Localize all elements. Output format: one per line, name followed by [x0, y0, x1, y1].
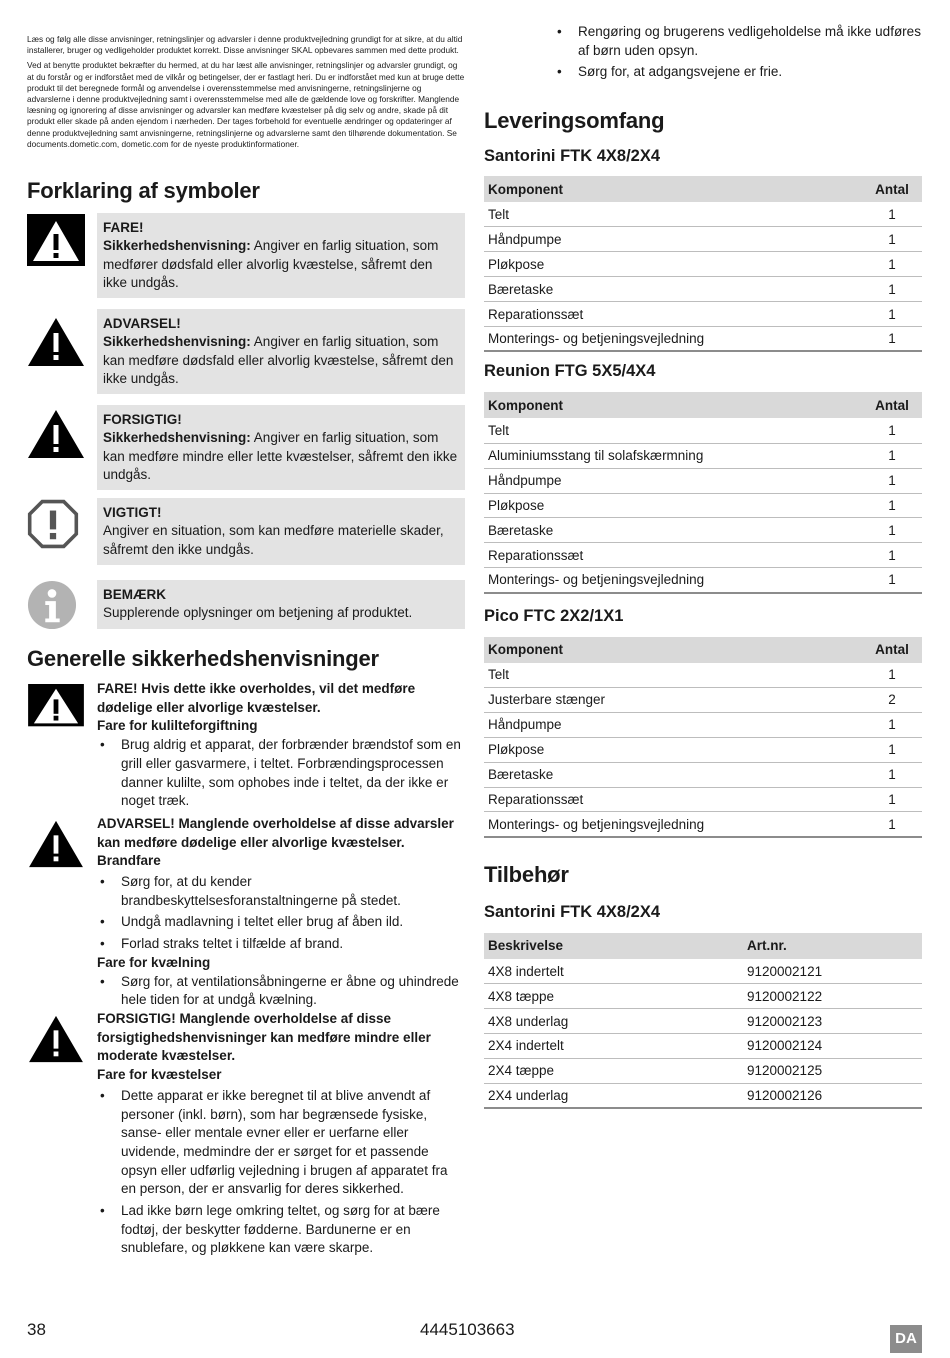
delivery-heading: Leveringsomfang: [484, 108, 665, 133]
accessories-table: [484, 933, 922, 1109]
intro-text: [27, 34, 465, 150]
safety-warning-block: [27, 815, 465, 1010]
accessories-heading: Tilbehør: [484, 861, 569, 887]
cell-artnr: 9120002123: [743, 1009, 922, 1034]
symbol-text: Supplerende oplysninger om betjening af produktet.: [103, 605, 413, 621]
warning-title: ADVARSEL! Manglende overholdelse af disse advarsler kan medføre dødelige eller alvorlige kvæstelser.: [97, 815, 454, 850]
table-row: [484, 712, 922, 737]
symbol-title: FORSIGTIG!: [103, 412, 182, 428]
table-row: [484, 959, 922, 984]
safety-heading: Generelle sikkerhedshenvisninger: [27, 646, 379, 672]
table-row: [484, 687, 922, 712]
cell-component: Bæretaske: [484, 277, 862, 302]
symbol-box-danger: [97, 213, 465, 298]
cell-qty: 1: [862, 518, 922, 543]
intro-paragraph-2: Ved at benytte produktet bekræfter du hermed, at du har læst alle anvisninger, retningslinjer og advarsler grundigt, og at du forstår og er indforstået med de vilkår og betingelser, der er fastlagt heri. Du er indforstået med kun at bruge dette produkt til det beregnede formål og anvendelse i overensstemmelse med anvisningerne, retningslinjerne og advarslerne i denne produktvejledning samt i overensstemmelse med alle de gældende love og forskrifter. Manglende læsning og ignorering af disse anvisninger og advarsler kan medføre kvæstelser på dig selv og andre, skade på dit produkt eller skade på anden ejendom i nærheden. Der tages forbehold for eventuelle ændringer og opdateringer af denne produktvejledning samt anvisningerne, retningslinjerne og advarslerne samt den tilhørende dokumentation. Se documents.dometic.com, dometic.com for de nyeste produktinformationer.: [27, 60, 465, 149]
symbol-text: Angiver en farlig situation, som kan medføre mindre eller lette kvæstelser, såfremt den ikke undgås.: [103, 430, 458, 482]
table-row: [484, 252, 922, 277]
danger-subheading: Fare for kulilteforgiftning: [97, 718, 258, 734]
table-row: [484, 326, 922, 351]
accessories-group-title: Santorini FTK 4X8/2X4: [484, 902, 661, 921]
cell-component: Bæretaske: [484, 518, 862, 543]
cell-description: 2X4 tæppe: [484, 1058, 743, 1083]
cell-artnr: 9120002125: [743, 1058, 922, 1083]
warning-subheading-suffocation: Fare for kvælning: [97, 954, 211, 970]
cell-component: Håndpumpe: [484, 468, 862, 493]
symbol-box-note: [97, 580, 465, 629]
cell-component: Monterings- og betjeningsvejledning: [484, 326, 862, 351]
cell-component: Bæretaske: [484, 762, 862, 787]
cell-component: Aluminiumsstang til solafskærmning: [484, 443, 862, 468]
warning-bullet: • Sørg for, at du kender brandbeskyttelsesforanstaltningerne på stedet.: [97, 873, 465, 910]
table-row: [484, 1083, 922, 1108]
symbol-title: BEMÆRK: [103, 587, 166, 603]
symbol-title: FARE!: [103, 220, 144, 236]
table-row: [484, 663, 922, 688]
table-row: [484, 227, 922, 252]
symbol-box-warning: [97, 309, 465, 394]
table-row: [484, 277, 922, 302]
cell-component: Reparationssæt: [484, 543, 862, 568]
column-header-qty: Antal: [862, 176, 922, 202]
right-column: [484, 22, 922, 1109]
cell-qty: 1: [862, 443, 922, 468]
symbol-title: VIGTIGT!: [103, 505, 162, 521]
cell-component: Pløkpose: [484, 493, 862, 518]
cell-artnr: 9120002121: [743, 959, 922, 984]
language-badge: DA: [890, 1325, 922, 1353]
cell-artnr: 9120002126: [743, 1083, 922, 1108]
delivery-table: [484, 637, 922, 838]
document-number: 4445103663: [420, 1320, 515, 1339]
cell-component: Pløkpose: [484, 252, 862, 277]
intro-paragraph-1: Læs og følg alle disse anvisninger, retningslinjer og advarsler i denne produktvejledning grundigt for at sikre, at du altid installerer, bruger og vedligeholder produktet korrekt. Disse anvisninger SKAL opbevares sammen med dette produkt.: [27, 34, 463, 56]
symbol-label: Sikkerhedshenvisning:: [103, 238, 251, 254]
symbol-text: Angiver en farlig situation, som kan medføre dødsfald eller alvorlig kvæstelse, såfremt den ikke undgås.: [103, 334, 454, 386]
cell-qty: 1: [862, 812, 922, 837]
table-row: [484, 737, 922, 762]
caution-subheading: Fare for kvæstelser: [97, 1067, 222, 1083]
symbol-text: Angiver en situation, som kan medføre materielle skader, såfremt den ikke undgås.: [103, 523, 444, 557]
cell-component: Pløkpose: [484, 737, 862, 762]
cell-artnr: 9120002124: [743, 1033, 922, 1058]
cell-component: Reparationssæt: [484, 302, 862, 327]
symbol-title: ADVARSEL!: [103, 316, 181, 332]
table-row: [484, 518, 922, 543]
column-header-description: Beskrivelse: [484, 933, 743, 959]
cell-component: Monterings- og betjeningsvejledning: [484, 812, 862, 837]
cell-description: 2X4 underlag: [484, 1083, 743, 1108]
caution-bullet: • Lad ikke børn lege omkring teltet, og sørg for at bære fodtøj, der beskytter fødderne. Bardunerne er en snublefare, og pløkkene kan være skarpe.: [97, 1202, 465, 1258]
table-header-row: [484, 176, 922, 202]
cell-component: Håndpumpe: [484, 712, 862, 737]
table-header-row: [484, 933, 922, 959]
table-header-row: [484, 392, 922, 418]
left-column: [27, 34, 465, 1258]
column-header-qty: Antal: [862, 392, 922, 418]
symbols-list: [27, 213, 465, 632]
cell-component: Telt: [484, 202, 862, 227]
table-row: [484, 1058, 922, 1083]
table-row: [484, 1033, 922, 1058]
symbol-text: Angiver en farlig situation, som medfører dødsfald eller alvorlig kvæstelse, såfremt den ikke undgås.: [103, 238, 439, 290]
cell-qty: 1: [862, 202, 922, 227]
safety-caution-block: [27, 1010, 465, 1258]
cell-qty: 1: [862, 568, 922, 593]
symbol-row-caution: [27, 405, 465, 484]
right-top-bullets: [554, 22, 924, 81]
cell-component: Håndpumpe: [484, 227, 862, 252]
cell-qty: 1: [862, 712, 922, 737]
cell-qty: 1: [862, 762, 922, 787]
cell-description: 2X4 indertelt: [484, 1033, 743, 1058]
table-row: [484, 762, 922, 787]
danger-title: FARE! Hvis dette ikke overholdes, vil det medføre dødelige eller alvorlige kvæstelser.: [97, 681, 416, 715]
right-bullet: • Rengøring og brugerens vedligeholdelse må ikke udføres af børn uden opsyn.: [554, 22, 924, 60]
delivery-group-title: Pico FTC 2X2/1X1: [484, 606, 624, 625]
caution-title: FORSIGTIG! Manglende overholdelse af disse forsigtighedshenvisninger kan medføre mindre eller moderate kvæstelser.: [97, 1010, 431, 1064]
cell-description: 4X8 underlag: [484, 1009, 743, 1034]
warning-triangle-icon: [27, 1014, 85, 1064]
cell-component: Reparationssæt: [484, 787, 862, 812]
cell-description: 4X8 tæppe: [484, 984, 743, 1009]
table-row: [484, 202, 922, 227]
info-circle-icon: [27, 580, 77, 630]
warning-triangle-icon: [27, 213, 85, 267]
table-row: [484, 543, 922, 568]
octagon-exclamation-icon: [27, 498, 79, 550]
warning-triangle-icon: [27, 315, 85, 369]
cell-component: Justerbare stænger: [484, 687, 862, 712]
warning-bullet: • Undgå madlavning i teltet eller brug af åben ild.: [97, 913, 465, 932]
cell-artnr: 9120002122: [743, 984, 922, 1009]
cell-qty: 1: [862, 326, 922, 351]
cell-qty: 1: [862, 787, 922, 812]
cell-qty: 1: [862, 252, 922, 277]
warning-triangle-icon: [27, 407, 85, 461]
table-row: [484, 787, 922, 812]
cell-qty: 1: [862, 302, 922, 327]
page-number: 38: [27, 1320, 46, 1339]
column-header-qty: Antal: [862, 637, 922, 663]
warning-bullet: • Forlad straks teltet i tilfælde af brand.: [97, 935, 465, 954]
table-row: [484, 468, 922, 493]
table-header-row: [484, 637, 922, 663]
symbol-row-danger: [27, 213, 465, 295]
table-row: [484, 302, 922, 327]
delivery-table: [484, 176, 922, 352]
cell-qty: 1: [862, 663, 922, 688]
column-header-artnr: Art.nr.: [743, 933, 922, 959]
table-row: [484, 1009, 922, 1034]
warning-subheading-fire: Brandfare: [97, 853, 161, 869]
danger-bullet: • Brug aldrig et apparat, der forbrænder brændstof som en grill eller gasvarmere, i teltet. Forbrændingsprocessen danner kulilte, som ophobes inde i teltet, da der ikke er noget træk.: [97, 736, 465, 811]
symbol-label: Sikkerhedshenvisning:: [103, 430, 251, 446]
column-header-component: Komponent: [484, 392, 862, 418]
cell-component: Telt: [484, 663, 862, 688]
safety-danger-block: [27, 680, 465, 811]
symbol-box-important: [97, 498, 465, 565]
symbols-heading: Forklaring af symboler: [27, 178, 260, 204]
warning-bullet: • Sørg for, at ventilationsåbningerne er åbne og uhindrede hele tiden for at undgå kvælning.: [97, 973, 465, 1010]
cell-qty: 1: [862, 227, 922, 252]
cell-qty: 1: [862, 418, 922, 443]
symbol-row-warning: [27, 309, 465, 391]
table-row: [484, 568, 922, 593]
warning-triangle-icon: [27, 819, 85, 869]
cell-qty: 1: [862, 543, 922, 568]
cell-component: Monterings- og betjeningsvejledning: [484, 568, 862, 593]
table-row: [484, 812, 922, 837]
cell-qty: 1: [862, 468, 922, 493]
cell-description: 4X8 indertelt: [484, 959, 743, 984]
right-bullet: • Sørg for, at adgangsvejene er frie.: [554, 62, 924, 81]
table-row: [484, 493, 922, 518]
column-header-component: Komponent: [484, 637, 862, 663]
caution-bullet: • Dette apparat er ikke beregnet til at blive anvendt af personer (inkl. børn), som har begrænsede fysiske, sanse- eller mentale evner eller er uerfarne eller uvidende, medmindre der er sørget for et passende opsyn eller udførlig vejledning i brugen af apparatet fra en person, der er ansvarlig for deres sikkerhed.: [97, 1087, 465, 1199]
cell-qty: 1: [862, 737, 922, 762]
cell-qty: 1: [862, 493, 922, 518]
cell-qty: 1: [862, 277, 922, 302]
table-row: [484, 418, 922, 443]
table-row: [484, 984, 922, 1009]
symbol-row-important: [27, 498, 465, 566]
symbol-label: Sikkerhedshenvisning:: [103, 334, 251, 350]
cell-qty: 2: [862, 687, 922, 712]
delivery-table: [484, 392, 922, 593]
delivery-group-title: Reunion FTG 5X5/4X4: [484, 362, 656, 381]
table-row: [484, 443, 922, 468]
warning-triangle-icon: [27, 684, 85, 734]
symbol-box-caution: [97, 405, 465, 490]
symbol-row-note: [27, 580, 465, 632]
cell-component: Telt: [484, 418, 862, 443]
delivery-group-title: Santorini FTK 4X8/2X4: [484, 147, 661, 165]
column-header-component: Komponent: [484, 176, 862, 202]
